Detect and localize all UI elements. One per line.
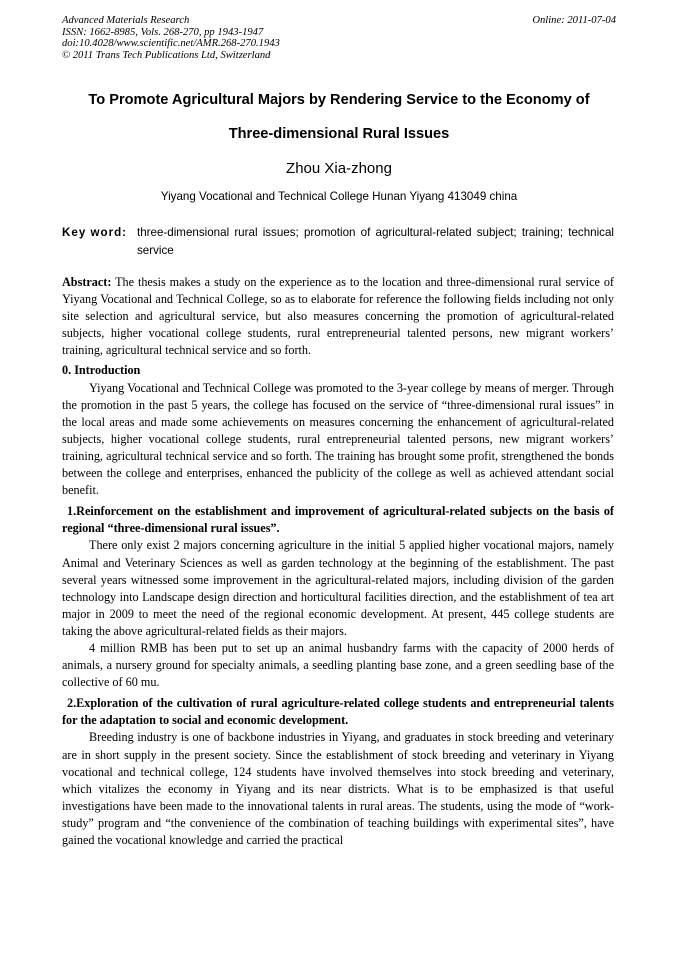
issn-line: ISSN: 1662-8985, Vols. 268-270, pp 1943-1947	[62, 26, 264, 38]
paper-title-line2: Three-dimensional Rural Issues	[228, 126, 450, 142]
keywords-label: Key word:	[62, 226, 128, 239]
section1-paragraph1: There only exist 2 majors concerning agriculture in the initial 5 applied higher vocational majors, namely Animal and Veterinary Sciences as well as garden technology at the beginning of the establishment. The past several years witnessed some improvement in the agricultural-related majors, including division of the garden technology into Landscape design direction and horticultural facilities direction, and the establishment of tea art major in 2009 to meet the need of the regional economic development. At present, 445 college students are taking the above agricultural-related fields as their majors.	[62, 538, 614, 638]
intro-heading: 0. Introduction	[62, 363, 141, 378]
copyright-line: © 2011 Trans Tech Publications Ltd, Switzerland	[62, 49, 271, 61]
section2-paragraph1: Breeding industry is one of backbone industries in Yiyang, and graduates in stock breeding and veterinary are in short supply in the present society. Since the establishment of stock breeding and veterinary in Yiyang vocational and technical college, 124 students have involved themselves into stock breeding and veterinary, which vitalizes the economy in Yiyang and its near districts. What is to be emphasized is that useful investigations have been made to the innovational talents in rural areas. The students, using the mode of “work-study” program and “the convenience of the combination of teaching buildings with experimental sites”, have gained the vocational knowledge and carried the practical	[62, 730, 614, 847]
journal-name: Advanced Materials Research	[62, 15, 190, 26]
abstract-text: The thesis makes a study on the experience as to the location and three-dimensional rural service of Yiyang Vocational and Technical College, so as to elaborate for reference the following fields including not only site selection and agricultural service, but also measures concerning the promotion of agricultural-related subjects, higher vocational college students, rural entrepreneurial talented persons, new migrant workers’ training, agricultural technical service and so forth.	[62, 275, 614, 358]
doi-line: doi:10.4028/www.scientific.net/AMR.268-270.1943	[62, 38, 280, 50]
journal-header	[62, 15, 616, 61]
section2-heading: 2.Exploration of the cultivation of rural agriculture-related college students and entrepreneurial talents for the adaptation to social and economic development.	[62, 696, 614, 728]
paper-body	[62, 274, 614, 849]
abstract-paragraph	[62, 274, 614, 359]
section1-paragraph2: 4 million RMB has been put to set up an animal husbandry farms with the capacity of 2000 herds of animals, a nursery ground for specialty animals, a seedling planting base zone, and a green seedling base of the collective of 60 mu.	[62, 640, 614, 690]
section1-heading: 1.Reinforcement on the establishment and improvement of agricultural-related subjects on the basis of regional “three-dimensional rural issues”.	[62, 504, 614, 536]
intro-paragraph: Yiyang Vocational and Technical College was promoted to the 3-year college by means of merger. Through the promotion in the past 5 years, the college has focused on the service of “three-dimensional rural issues” in the local areas and made some achievements on measures concerning the enhancement of agricultural-related subjects, higher vocational college students, rural entrepreneurial talented persons, new migrant workers’ training, agricultural technical service and so forth. The training has brought some profit, strengthened the bonds between the college and enterprises, enhanced the publicity of the college as well as achieved attendant social benefit.	[62, 380, 614, 498]
affiliation: Yiyang Vocational and Technical College Hunan Yiyang 413049 china	[160, 190, 518, 203]
abstract-label: Abstract:	[62, 275, 112, 289]
keywords-text: three-dimensional rural issues; promotion of agricultural-related subject; training; technical service	[137, 226, 614, 257]
online-date: Online: 2011-07-04	[532, 15, 616, 26]
author-name: Zhou Xia-zhong	[286, 160, 392, 177]
keywords-block	[62, 224, 614, 260]
paper-title-line1: To Promote Agricultural Majors by Rendering Service to the Economy of	[88, 92, 590, 108]
